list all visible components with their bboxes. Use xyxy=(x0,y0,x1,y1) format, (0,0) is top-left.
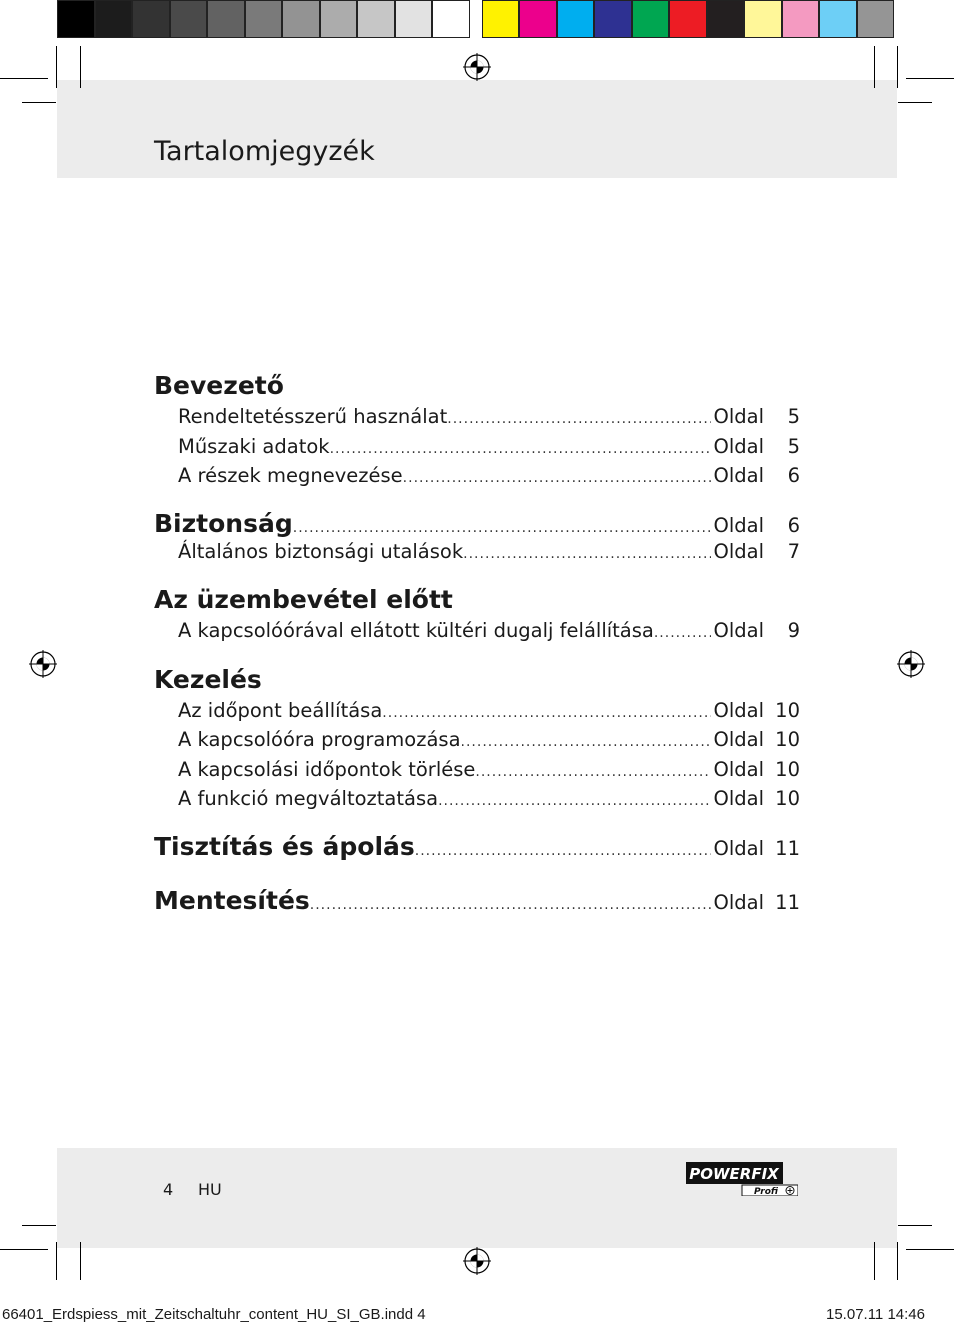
toc-entry-label: A kapcsolási időpontok törlése xyxy=(178,757,476,781)
color-swatch xyxy=(632,0,670,38)
color-swatch xyxy=(557,0,595,38)
crop-mark xyxy=(56,1242,57,1280)
toc-entry-label: Általános biztonsági utalások xyxy=(178,539,464,563)
toc-page-label: Oldal xyxy=(713,405,764,428)
dot-leader xyxy=(447,405,711,435)
color-swatch xyxy=(432,0,470,38)
toc-entry[interactable] xyxy=(154,432,800,462)
color-swatch xyxy=(819,0,857,38)
toc-page-number: 10 xyxy=(775,787,800,810)
crop-mark xyxy=(0,1249,48,1250)
toc-page-number: 7 xyxy=(787,539,800,563)
toc-entry[interactable] xyxy=(154,755,800,785)
dot-leader xyxy=(463,540,711,570)
toc-page-label: Oldal xyxy=(713,698,764,722)
toc-heading: Kezelés xyxy=(154,664,262,694)
slug-filename: 66401_Erdspiess_mit_Zeitschaltuhr_content_HU_SI_GB.indd 4 xyxy=(2,1306,426,1323)
color-swatch xyxy=(357,0,395,38)
toc-section xyxy=(154,664,800,814)
toc-page-label: Oldal xyxy=(713,728,764,751)
registration-mark-icon xyxy=(897,650,925,678)
toc-entry-label: Az időpont beállítása xyxy=(178,698,383,722)
color-swatch xyxy=(519,0,557,38)
toc-page-label: Oldal xyxy=(713,513,764,537)
crop-mark xyxy=(80,1242,81,1280)
powerfix-logo xyxy=(686,1162,798,1196)
dot-leader xyxy=(382,699,711,729)
crop-mark xyxy=(898,102,932,103)
toc-entry[interactable] xyxy=(154,616,800,646)
toc-page-number: 11 xyxy=(775,890,800,914)
dot-leader xyxy=(415,830,712,872)
color-swatch xyxy=(95,0,133,38)
dot-leader xyxy=(475,758,711,788)
toc-heading: Bevezető xyxy=(154,371,284,400)
language-code: HU xyxy=(198,1180,222,1199)
toc-page-label: Oldal xyxy=(713,890,764,914)
color-swatch xyxy=(857,0,895,38)
crop-mark xyxy=(80,46,81,88)
toc-heading: Mentesítés xyxy=(154,885,310,915)
toc-entry[interactable] xyxy=(154,784,800,814)
crop-mark xyxy=(897,1242,898,1280)
toc-entry[interactable] xyxy=(154,725,800,755)
toc-entry[interactable] xyxy=(154,461,800,491)
color-swatch xyxy=(282,0,320,38)
color-swatch xyxy=(482,0,520,38)
toc-page-number: 5 xyxy=(787,434,800,458)
toc-page-label: Oldal xyxy=(713,757,764,781)
crop-mark xyxy=(898,1225,932,1226)
toc-section xyxy=(154,370,800,491)
toc-section xyxy=(154,826,800,868)
toc-heading-entry[interactable] xyxy=(154,826,800,868)
toc-page-number: 5 xyxy=(787,405,800,428)
toc-page-label: Oldal xyxy=(713,464,764,487)
toc-page-label: Oldal xyxy=(713,619,764,642)
color-swatch xyxy=(707,0,745,38)
toc-heading-entry[interactable] xyxy=(154,880,800,922)
toc-entry-label: A funkció megváltoztatása xyxy=(178,787,439,810)
registration-mark-icon xyxy=(463,53,491,81)
toc-entry[interactable] xyxy=(154,537,800,567)
toc-page-number: 11 xyxy=(775,836,800,860)
toc-heading: Az üzembevétel előtt xyxy=(154,585,453,614)
crop-mark xyxy=(56,46,57,88)
crop-mark xyxy=(22,1225,56,1226)
toc-page-number: 6 xyxy=(787,513,800,537)
svg-text:POWERFIX: POWERFIX xyxy=(689,1165,779,1183)
toc-page-label: Oldal xyxy=(713,836,764,860)
crop-mark xyxy=(906,78,954,79)
color-swatch xyxy=(594,0,632,38)
color-swatch xyxy=(744,0,782,38)
crop-mark xyxy=(874,46,875,88)
page-number: 4 xyxy=(163,1180,174,1199)
toc-page-number: 10 xyxy=(775,698,800,722)
color-swatch xyxy=(170,0,208,38)
toc-page-label: Oldal xyxy=(713,787,764,810)
toc-entry[interactable] xyxy=(154,402,800,432)
toc-entry-label: A kapcsolóórával ellátott kültéri dugalj felállítása xyxy=(178,619,654,642)
toc-entry-label: Rendeltetésszerű használat xyxy=(178,405,448,428)
toc-entry[interactable] xyxy=(154,696,800,726)
svg-text:Profi: Profi xyxy=(753,1187,779,1196)
toc-page-number: 10 xyxy=(775,757,800,781)
page-title: Tartalomjegyzék xyxy=(154,136,375,167)
crop-mark xyxy=(874,1242,875,1280)
toc-entry-label: Műszaki adatok xyxy=(178,434,330,458)
toc-section xyxy=(154,880,800,922)
color-swatch xyxy=(320,0,358,38)
color-swatch xyxy=(782,0,820,38)
crop-mark xyxy=(897,46,898,88)
toc-page-number: 6 xyxy=(787,464,800,487)
registration-mark-icon xyxy=(463,1247,491,1275)
crop-mark xyxy=(906,1249,954,1250)
table-of-contents xyxy=(154,370,800,922)
color-swatch xyxy=(669,0,707,38)
color-swatch xyxy=(132,0,170,38)
toc-section xyxy=(154,584,800,646)
dot-leader xyxy=(403,464,712,494)
color-swatch xyxy=(57,0,95,38)
dot-leader xyxy=(310,884,712,926)
toc-page-label: Oldal xyxy=(713,434,764,458)
color-swatch xyxy=(245,0,283,38)
toc-heading: Biztonság xyxy=(154,508,293,538)
registration-mark-icon xyxy=(29,650,57,678)
dot-leader xyxy=(654,619,712,649)
color-bar-gap xyxy=(470,0,482,38)
color-swatch xyxy=(207,0,245,38)
color-swatch xyxy=(395,0,433,38)
toc-entry-label: A kapcsolóóra programozása xyxy=(178,728,461,751)
toc-page-label: Oldal xyxy=(713,539,764,563)
color-calibration-bar xyxy=(57,0,897,38)
crop-mark xyxy=(22,102,56,103)
toc-heading: Tisztítás és ápolás xyxy=(154,831,415,861)
dot-leader xyxy=(330,435,712,465)
toc-page-number: 10 xyxy=(775,728,800,751)
slug-datetime: 15.07.11 14:46 xyxy=(826,1306,925,1323)
dot-leader xyxy=(438,787,711,817)
toc-entry-label: A részek megnevezése xyxy=(178,464,403,487)
toc-page-number: 9 xyxy=(787,619,800,642)
dot-leader xyxy=(461,728,712,758)
toc-section xyxy=(154,503,800,567)
crop-mark xyxy=(0,78,48,79)
